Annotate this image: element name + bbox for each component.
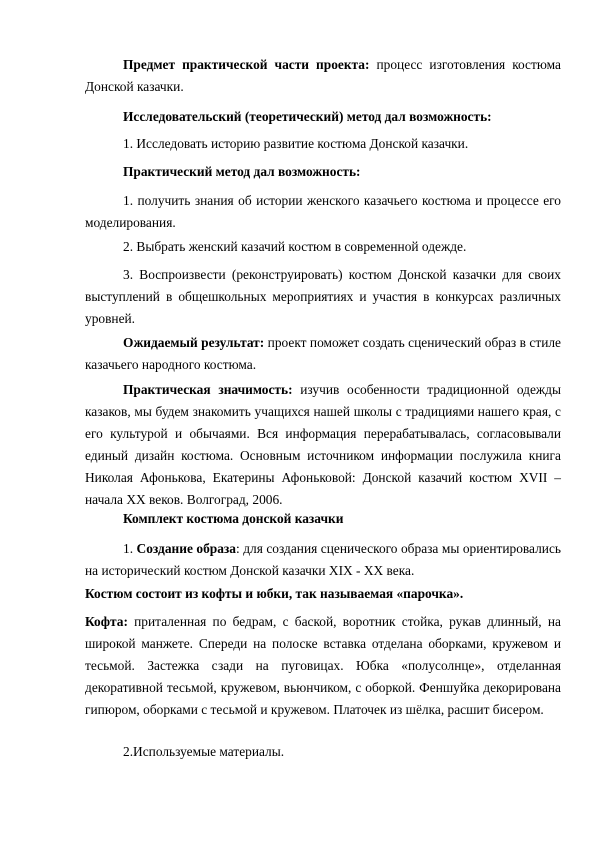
text-research-item-1: 1. Исследовать историю развитие костюма Донской казачки. (123, 136, 469, 151)
text-practical-item-1: 1. получить знания об истории женского казачьего костюма и процессе его моделирования. (85, 193, 561, 230)
paragraph-practical-significance (85, 379, 561, 511)
paragraph-research-item-1 (85, 133, 561, 155)
paragraph-materials-used (85, 741, 561, 763)
label-practical-method: Практический метод дал возможность: (123, 164, 361, 179)
label-project-subject: Предмет практической части проекта: (123, 57, 370, 72)
text-materials-used: 2.Используемые материалы. (123, 744, 285, 759)
text-image-creation: : для создания сценического образа мы ориентировались на исторический костюм Донской казачки XIX - XX века. (85, 541, 562, 578)
label-image-creation: Создание образа (136, 541, 236, 556)
paragraph-project-subject (85, 54, 561, 98)
label-costume-composition: Костюм состоит из кофты и юбки, так называемая «парочка». (85, 586, 464, 601)
text-expected-result: проект поможет создать сценический образ в стиле казачьего народного костюма. (85, 335, 562, 372)
text-practical-item-2: 2. Выбрать женский казачий костюм в современной одежде. (123, 239, 467, 254)
text-practical-significance: изучив особенности традиционной одежды казаков, мы будем знакомить учащихся нашей школы с традициями нашего края, с его культурой и обычаями. Вся информация перерабатывалась, согласовывали единый дизайн костюма. Основным источником информации послужила книга Николая Афонькова, Екатерины Афоньковой: Донской казачий костюм XVII – начала XX веков. Волгоград, 2006. (85, 382, 561, 507)
label-blouse: Кофта: (85, 614, 128, 629)
paragraph-practical-item-3 (85, 264, 561, 330)
text-image-creation-num: 1. (123, 541, 137, 556)
text-practical-item-3: 3. Воспроизвести (реконструировать) костюм Донской казачки для своих выступлений в общешкольных мероприятиях и участия в конкурсах различных уровней. (85, 267, 561, 326)
paragraph-expected-result (85, 332, 561, 376)
heading-practical-method (85, 161, 561, 183)
paragraph-blouse (85, 611, 561, 721)
heading-research-method (85, 106, 561, 128)
label-practical-significance: Практическая значимость: (123, 382, 293, 397)
label-costume-set: Комплект костюма донской казачки (123, 511, 344, 526)
text-blouse: приталенная по бедрам, с баской, воротник стойка, рукав длинный, на широкой манжете. Спереди на полоске вставка отделана оборками, кружевом и тесьмой. Застежка сзади на пуговицах. Юбка «полусолнце», отделанная декоративной тесьмой, кружевом, вьюнчиком, с оборкой. Феншуйка декорирована гипюром, оборками с тесьмой и кружевом. Платочек из шёлка, расшит бисером. (85, 614, 561, 717)
heading-costume-set (85, 508, 561, 530)
label-research-method: Исследовательский (теоретический) метод дал возможность: (123, 109, 492, 124)
heading-costume-composition (85, 583, 561, 605)
paragraph-practical-item-2 (85, 236, 561, 258)
text-project-subject: процесс изготовления костюма Донской казачки. (85, 57, 561, 94)
label-expected-result: Ожидаемый результат: (123, 335, 265, 350)
paragraph-image-creation (85, 538, 561, 582)
paragraph-practical-item-1 (85, 190, 561, 234)
